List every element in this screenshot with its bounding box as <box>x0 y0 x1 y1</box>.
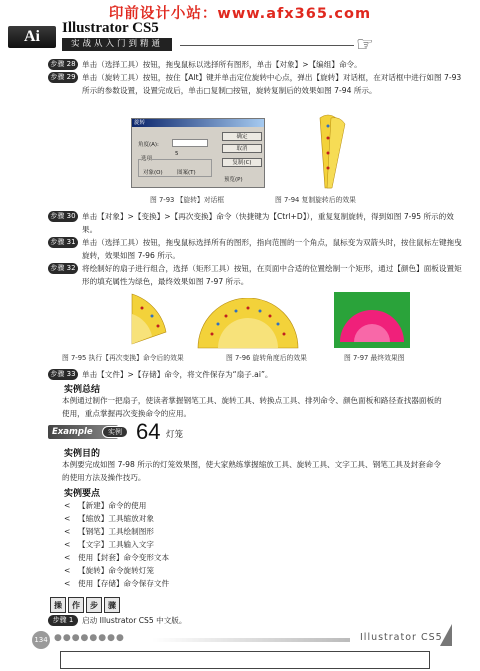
ops-char: 骤 <box>104 597 120 613</box>
step-text: 将绘制好的扇子进行组合，选择（矩形工具）按钮，在页面中合适的位置绘制一个矩形，通过【颜色】面板设置矩形的填充属性为绿色，最终效果如图 7-97 所示。 <box>82 264 462 286</box>
footer-bar <box>152 638 350 642</box>
book-title: Illustrator CS5 <box>62 20 159 36</box>
example-name: 灯笼 <box>166 430 184 440</box>
page-number: 134 <box>32 631 50 649</box>
fig-7-95-half-fan <box>128 292 168 348</box>
example-banner: Example <box>48 425 118 439</box>
caption-7-97: 图 7-97 最终效果图 <box>344 354 405 362</box>
ops-char: 作 <box>68 597 84 613</box>
step-badge: 步骤 31 <box>48 237 78 248</box>
cancel-button: 取消 <box>222 144 262 153</box>
angle-label: 角度(A): <box>138 142 159 148</box>
caption-7-94: 图 7-94 复制旋转后的效果 <box>275 196 356 204</box>
step-text: 单击【文件】>【存储】命令，将文件保存为“扇子.ai”。 <box>82 370 273 379</box>
step-badge: 步骤 30 <box>48 211 78 222</box>
summary-heading: 实例总结 <box>64 385 101 395</box>
keypoint-item: < 【文字】工具输入文字 <box>64 540 154 549</box>
step-badge: 步骤 1 <box>48 615 78 626</box>
copy-button: 复制(C) <box>222 158 262 167</box>
step-text: 单击（旋转工具）按钮，按住【Alt】键并单击定位旋转中心点，弹出【旋转】对话框，在对话框中进行如图 7-93 所示的参数设置，设置完成后，单击□复制□按钮，旋转复制后的效果如图 7-94 所示。 <box>82 73 462 95</box>
goal-text: 本例要完成如图 7-98 所示的灯笼效果图，使大家熟练掌握缩放工具、旋转工具、文字工具、钢笔工具及封套命令的使用方法及操作技巧。 <box>62 460 441 482</box>
footer-dots: ●●●●●●●● <box>54 633 125 643</box>
caption-7-96: 图 7-96 旋转角度后的效果 <box>226 354 307 362</box>
ai-logo: Ai <box>8 26 56 48</box>
step-text: 单击（选择工具）按钮，拖曳鼠标选择所有的图形，指向范围的一个角点，鼠标变为双箭头时，按住鼠标左键拖曳旋转，效果如图 7-96 所示。 <box>82 238 462 260</box>
ops-char: 步 <box>86 597 102 613</box>
summary-text: 本例通过制作一把扇子，使读者掌握钢笔工具、旋转工具、转换点工具、排列命令、颜色面板和路径查找器面板的使用，重点掌握再次变换命令的应用。 <box>62 396 442 418</box>
step-text: 单击（选择工具）按钮，拖曳鼠标以选择所有图形，单击【对象】>【编组】命令。 <box>82 60 362 69</box>
step-text: 启动 Illustrator CS5 中文版。 <box>82 616 187 625</box>
step-badge: 步骤 28 <box>48 59 78 70</box>
angle-field: 5 <box>172 139 208 147</box>
footer-triangle <box>440 624 452 646</box>
caption-7-93: 图 7-93 【旋转】对话框 <box>150 196 225 204</box>
keypoint-item: < 【旋转】命令旋转灯笼 <box>64 566 154 575</box>
preview-checkbox: 预览(P) <box>224 177 243 183</box>
step-29 <box>48 71 468 97</box>
footer-brand: Illustrator CS5 <box>360 632 443 643</box>
header-rule <box>180 45 354 46</box>
keypoint-item: < 【新建】命令的使用 <box>64 501 147 510</box>
step-badge: 步骤 32 <box>48 263 78 274</box>
rotate-dialog-figure <box>131 118 265 188</box>
step-badge: 步骤 29 <box>48 72 78 83</box>
step-1 <box>48 614 468 627</box>
keypoints-heading: 实例要点 <box>64 489 101 499</box>
dialog-title: 旋转 <box>132 119 264 127</box>
example-tag: 实例 <box>102 426 128 438</box>
ok-button: 确定 <box>222 132 262 141</box>
operation-steps-heading <box>50 593 122 613</box>
example-number: 64 <box>136 419 161 444</box>
ops-char: 操 <box>50 597 66 613</box>
keypoint-item: < 【钢笔】工具绘制图形 <box>64 527 154 536</box>
book-subtitle: 实战从入门到精通 <box>62 38 172 51</box>
keypoint-item: < 【缩放】工具缩放对象 <box>64 514 154 523</box>
step-32 <box>48 262 468 288</box>
goal-heading: 实例目的 <box>64 449 101 459</box>
options-group: 选项 对象(O) 图案(T) <box>138 159 212 177</box>
step-33 <box>48 368 468 381</box>
footer-box <box>60 651 430 669</box>
keypoint-item: < 使用【封套】命令变形文本 <box>64 553 170 562</box>
keypoint-item: < 使用【存储】命令保存文件 <box>64 579 170 588</box>
step-text: 单击【对象】>【变换】>【再次变换】命令（快捷键为【Ctrl+D】），重复复制旋转，得到如图 7-95 所示的效果。 <box>82 212 454 234</box>
step-badge: 步骤 33 <box>48 369 78 380</box>
step-28 <box>48 58 468 71</box>
fig-7-94-rotated-copy <box>305 108 351 192</box>
pointing-hand-icon: ☞ <box>356 32 374 56</box>
step-31 <box>48 236 468 262</box>
caption-7-95: 图 7-95 执行【再次变换】命令后的效果 <box>62 354 184 362</box>
fig-7-97-final <box>334 292 410 348</box>
step-30 <box>48 210 468 236</box>
fig-7-96-full-fan <box>196 298 300 350</box>
watermark: 印前设计小站：www.afx365.com <box>108 6 372 22</box>
